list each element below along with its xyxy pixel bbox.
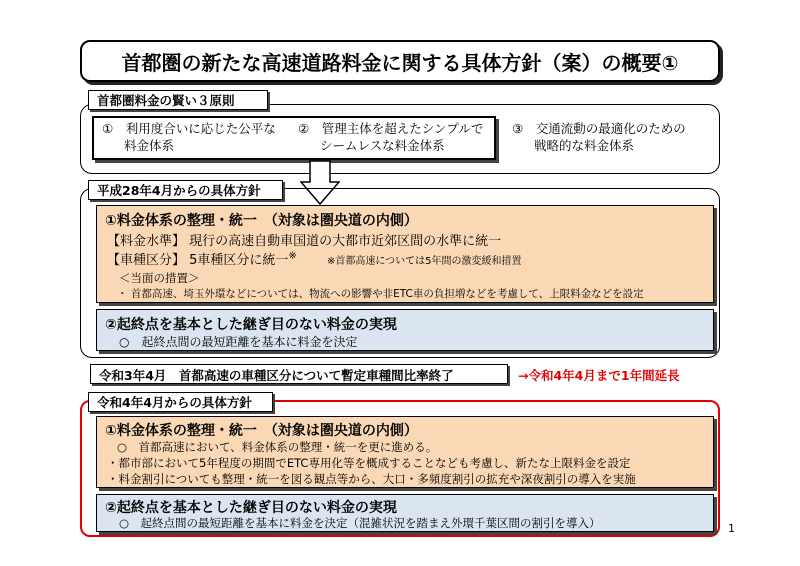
h28-vehicle-mark: ※ <box>288 250 297 262</box>
r4-pricing-line2: ・都市部において5年程度の期間でETC専用化等を概成することなども考慮し、新たな上限料金を設定 <box>107 456 631 470</box>
principles-tag: 首都圏料金の賢い３原則 <box>88 90 268 110</box>
h28-seamless-text: ○ 起終点間の最短距離を基本に料金を決定 <box>119 335 358 349</box>
r3-notice-text: 令和3年4月 首都高速の車種区分について暫定車種間比率終了 <box>99 368 454 383</box>
principle-2-line2: シームレスな料金体系 <box>320 138 445 153</box>
principle-2 <box>298 120 498 154</box>
h28-pricing-box <box>96 205 714 303</box>
h28-measures-label: ＜当面の措置＞ <box>119 271 200 285</box>
h28-pricing-level: 【料金水準】 現行の高速自動車国道の大都市近郊区間の水準に統一 <box>107 234 502 249</box>
principle-1-line2: 料金体系 <box>124 138 175 153</box>
r4-seamless-box <box>96 494 714 532</box>
h28-tag: 平成28年4月からの具体方針 <box>88 180 283 200</box>
principle-3-line1: ③ 交通流動の最適化のための <box>512 121 686 136</box>
h28-seamless-box <box>96 309 714 351</box>
page-title: 首都圏の新たな高速道路料金に関する具体方針（案）の概要① <box>80 40 720 82</box>
r4-pricing-box <box>96 416 714 488</box>
h28-pricing-vehicle <box>107 249 521 268</box>
r4-pricing-line3: ・料金割引についても整理・統一を図る観点等から、大口・多頻度割引の拡充や深夜割引の導入を実施 <box>107 472 636 486</box>
r3-notice-box <box>90 364 508 384</box>
h28-vehicle-text: 【車種区分】 5車種区分に統一 <box>107 253 289 268</box>
h28-pricing-heading: ①料金体系の整理・統一 （対象は圏央道の内側） <box>105 213 418 229</box>
h28-measures-text: ・ 首都高速、埼玉外環などについては、物流への影響や非ETC車の負担増などを考慮して、上限料金などを設定 <box>117 288 644 300</box>
r4-seamless-heading: ②起終点を基本とした継ぎ目のない料金の実現 <box>105 500 397 516</box>
r3-extension-text: →令和4年4月まで1年間延長 <box>518 368 680 383</box>
r4-tag: 令和4年4月からの具体方針 <box>88 392 273 412</box>
h28-seamless-heading: ②起終点を基本とした継ぎ目のない料金の実現 <box>105 317 397 333</box>
principle-3-line2: 戦略的な料金体系 <box>534 138 635 153</box>
r4-pricing-line1: ○ 首都高速において、料金体系の整理・統一を更に進める。 <box>117 440 438 454</box>
principle-1-line1: ① 利用度合いに応じた公平な <box>102 121 276 136</box>
r4-seamless-text: ○ 起終点間の最短距離を基本に料金を決定（混雑状況を踏まえ外環千葉区間の割引を導入） <box>119 516 601 530</box>
principle-3 <box>512 120 717 154</box>
principle-2-line1: ② 管理主体を超えたシンプルで <box>298 121 484 136</box>
h28-vehicle-note: ※首都高速については5年間の激変緩和措置 <box>326 256 522 267</box>
page-number: 1 <box>728 522 735 535</box>
r4-pricing-heading: ①料金体系の整理・統一 （対象は圏央道の内側） <box>105 423 418 439</box>
principle-1 <box>102 120 297 154</box>
